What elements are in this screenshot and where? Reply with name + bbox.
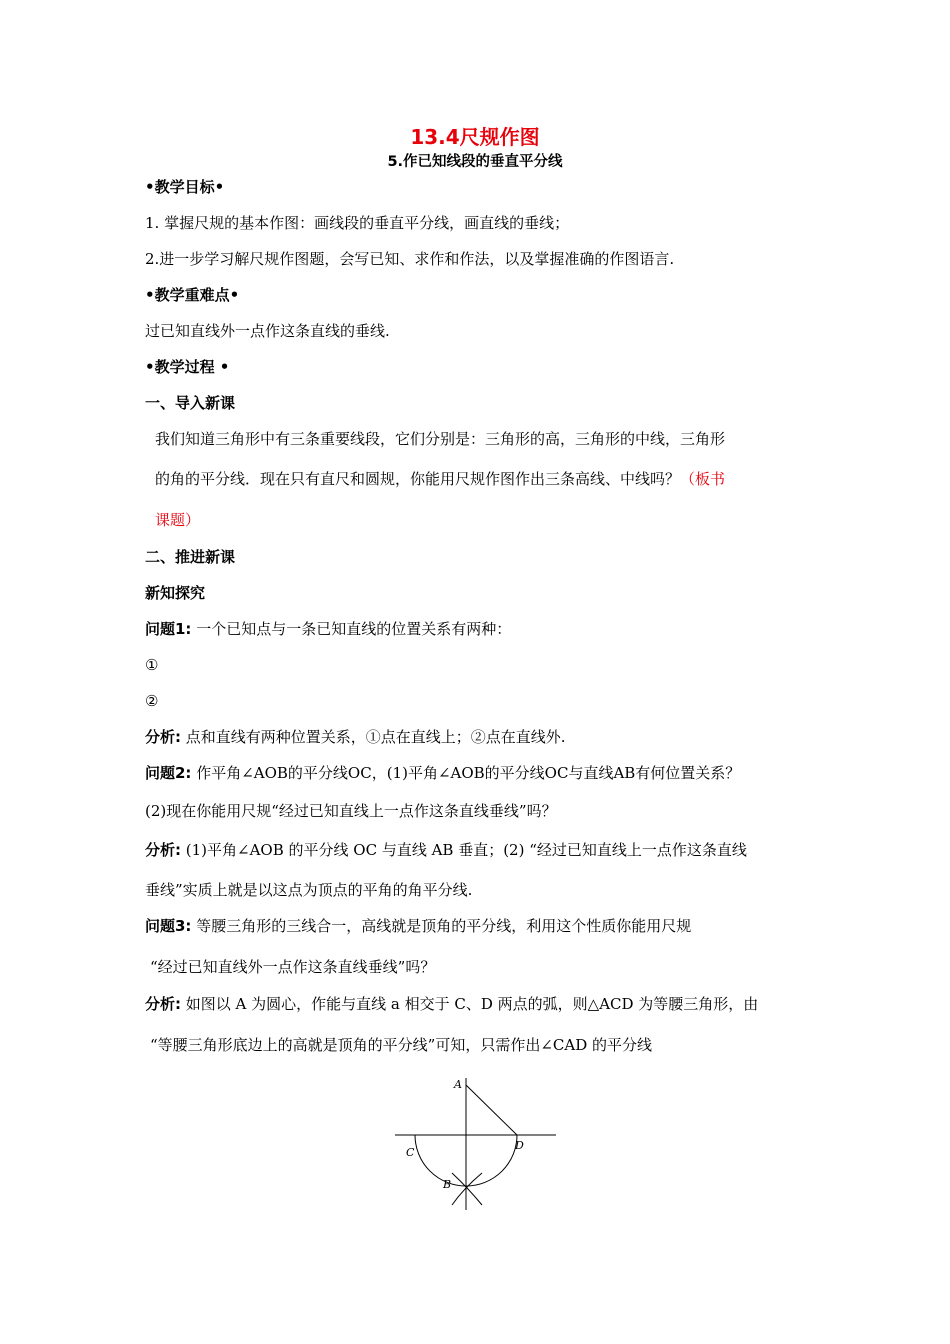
- intro-note-a: （板书: [680, 470, 726, 488]
- arc-b-1: [452, 1173, 482, 1205]
- geometry-figure: [390, 1068, 560, 1218]
- q3-analysis: [145, 994, 758, 1014]
- explore-heading: 新知探究: [145, 584, 206, 602]
- label-b: B: [443, 1178, 452, 1191]
- q3-label: 问题3:: [145, 917, 192, 935]
- objective-2: 2.进一步学习解尺规作图题，会写已知、求作和作法，以及掌握准确的作图语言.: [145, 250, 675, 268]
- objective-1: 1. 掌握尺规的基本作图：画线段的垂直平分线，画直线的垂线；: [145, 214, 570, 232]
- q2-line: [145, 763, 740, 783]
- q3-analysis-line-2: “等腰三角形底边上的高就是顶角的平分线”可知，只需作出∠CAD 的平分线: [150, 1036, 653, 1054]
- intro-note-b: 课题）: [155, 511, 201, 529]
- objectives-heading: •教学目标•: [145, 178, 225, 196]
- label-a: A: [454, 1078, 462, 1091]
- q3-text: 等腰三角形的三线合一，高线就是顶角的平分线，利用这个性质你能用尺规: [191, 917, 692, 935]
- keypoints-heading: •教学重难点•: [145, 286, 240, 304]
- process-heading: •教学过程 •: [145, 358, 230, 376]
- part2-heading: 二、推进新课: [145, 548, 236, 566]
- q1-option-1: ①: [145, 656, 159, 674]
- label-c: C: [406, 1146, 415, 1159]
- q1-text: 一个已知点与一条已知直线的位置关系有两种：: [191, 620, 512, 638]
- q2-analysis-line-2: 垂线”实质上就是以这点为顶点的平角的角平分线.: [145, 881, 473, 899]
- q1-label: 问题1:: [145, 620, 192, 638]
- q3-line: [145, 916, 691, 936]
- page-subtitle: 5.作已知线段的垂直平分线: [387, 154, 563, 170]
- q3-analysis-label: 分析:: [145, 995, 181, 1013]
- intro-text: 的角的平分线．现在只有直尺和圆规，你能用尺规作图作出三条高线、中线吗？: [155, 470, 681, 488]
- q1-analysis: [145, 727, 566, 747]
- q2-line-2: (2)现在你能用尺规“经过已知直线上一点作这条直线垂线”吗？: [145, 802, 557, 820]
- q2-analysis: [145, 840, 747, 860]
- page-title: 13.4尺规作图: [410, 125, 540, 149]
- q2-analysis-text: (1)平角∠AOB 的平分线 OC 与直线 AB 垂直；(2) “经过已知直线上一点作这条直线: [181, 841, 747, 859]
- q2-label: 问题2:: [145, 764, 192, 782]
- intro-line-2: [155, 469, 725, 489]
- q1-option-2: ②: [145, 692, 159, 710]
- q1-analysis-text: 点和直线有两种位置关系，①点在直线上；②点在直线外.: [181, 728, 566, 746]
- label-d: D: [515, 1139, 524, 1152]
- segment-ad: [466, 1085, 517, 1135]
- q2-analysis-label: 分析:: [145, 841, 181, 859]
- q3-line-2: “经过已知直线外一点作这条直线垂线”吗？: [150, 958, 436, 976]
- q2-text: 作平角∠AOB的平分线OC，(1)平角∠AOB的平分线OC与直线AB有何位置关系？: [191, 764, 741, 782]
- q3-analysis-text: 如图以 A 为圆心，作能与直线 a 相交于 C、D 两点的弧，则△ACD 为等腰三角形，由: [181, 995, 759, 1013]
- intro-line-1: 我们知道三角形中有三条重要线段，它们分别是：三角形的高，三角形的中线，三角形: [155, 430, 726, 448]
- q1-line: [145, 619, 511, 639]
- keypoints-text: 过已知直线外一点作这条直线的垂线.: [145, 322, 390, 340]
- q1-analysis-label: 分析:: [145, 728, 181, 746]
- part1-heading: 一、导入新课: [145, 394, 236, 412]
